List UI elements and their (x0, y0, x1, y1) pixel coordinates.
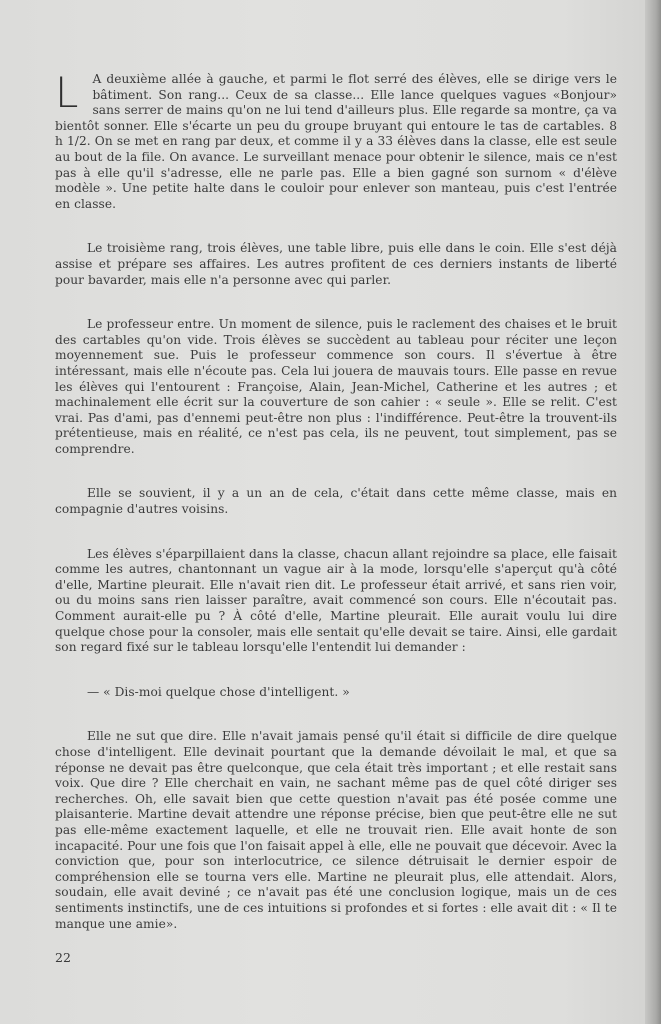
paragraph-5: Les élèves s'éparpillaient dans la classe, chacun allant rejoindre sa place, elle faisait comme les autres, chantonnant un vague air à la mode, lorsqu'elle s'aperçut qu'à côté d'elle, Martine pleurait. Elle n'avait rien dit. Le professeur était arrivé, et sans rien voir, ou du moins sans rien laisser paraître, avait commencé son cours. Elle n'écoutait pas. Comment aurait-elle pu ? À côté d'elle, Martine pleurait. Elle aurait voulu lui dire quelque chose pour la consoler, mais elle sentait qu'elle devait se taire. Ainsi, elle gardait son regard fixé sur le tableau lorsqu'elle l'entendit lui demander : (55, 546, 617, 655)
paragraph-1-text: A deuxième allée à gauche, et parmi le flot serré des élèves, elle se dirige vers le bâtiment. Son rang... Ceux de sa classe... Elle lance quelques vagues «Bonjour» sans serrer de mains qu'on ne lui tend d'ailleurs plus. Elle regarde sa montre, ça va bientôt sonner. Elle s'écarte un peu du groupe bruyant qui entoure le tas de cartables. 8 h 1/2. On se met en rang par deux, et comme il y a 33 élèves dans la classe, elle est seule au bout de la file. On avance. Le surveillant menace pour obtenir le silence, mais ce n'est pas à elle qu'il s'adresse, elle ne parle pas. Elle a bien gagné son surnom « d'élève modèle ». Une petite halte dans le couloir pour enlever son manteau, puis c'est l'entrée en classe. (55, 72, 617, 211)
paragraph-1 (55, 68, 617, 212)
paragraph-7: Elle ne sut que dire. Elle n'avait jamais pensé qu'il était si difficile de dire quelque chose d'intelligent. Elle devinait pourtant que la demande dévoilait le mal, et que sa réponse ne devait pas être quelconque, que cela était très important ; et elle restait sans voix. Que dire ? Elle cherchait en vain, ne sachant même pas de quel côté diriger ses recherches. Oh, elle savait bien que cette question n'avait pas été posée comme une plaisanterie. Martine devait attendre une réponse précise, bien que peut-être elle ne sut pas elle-même exactement laquelle, et elle ne trouvait rien. Elle avait honte de son incapacité. Pour une fois que l'on faisait appel à elle, elle ne pouvait que décevoir. Avec la conviction que, pour son interlocutrice, ce silence détruisait le dernier espoir de compréhension elle se tourna vers elle. Martine ne pleurait plus, elle attendait. Alors, soudain, elle avait deviné ; ce n'avait pas été une conclusion logique, mais un de ces sentiments instinctifs, une de ces intuitions si profondes et si fortes : elle avait dit : « Il te manque une amie». (55, 729, 617, 931)
drop-cap: L (55, 68, 79, 117)
paragraph-3: Le professeur entre. Un moment de silence, puis le raclement des chaises et le bruit des cartables qu'on vide. Trois élèves se succèdent au tableau pour réciter une leçon moyennement sue. Puis le professeur commence son cours. Il s'évertue à être intéressant, mais elle n'écoute pas. Cela lui jouera de mauvais tours. Elle passe en revue les élèves qui l'entourent : Françoise, Alain, Jean-Michel, Catherine et les autres ; et machinalement elle écrit sur la couverture de son cahier : « seule ». Elle se relit. C'est vrai. Pas d'ami, pas d'ennemi peut-être non plus : l'indifférence. Peut-être la trouvent-ils prétentieuse, mais en réalité, ce n'est pas cela, ils ne peuvent, tout simplement, pas se comprendre. (55, 317, 617, 456)
page-gutter-shadow (645, 0, 661, 1024)
page-number: 22 (55, 950, 71, 965)
paragraph-2: Le troisième rang, trois élèves, une table libre, puis elle dans le coin. Elle s'est déjà assise et prépare ses affaires. Les autres profitent de ces derniers instants de liberté pour bavarder, mais elle n'a personne avec qui parler. (55, 241, 617, 287)
paragraph-6-dialogue: — « Dis-moi quelque chose d'intelligent. » (87, 684, 350, 699)
body-text (55, 68, 617, 961)
paragraph-4: Elle se souvient, il y a un an de cela, c'était dans cette même classe, mais en compagnie d'autres voisins. (55, 486, 617, 517)
